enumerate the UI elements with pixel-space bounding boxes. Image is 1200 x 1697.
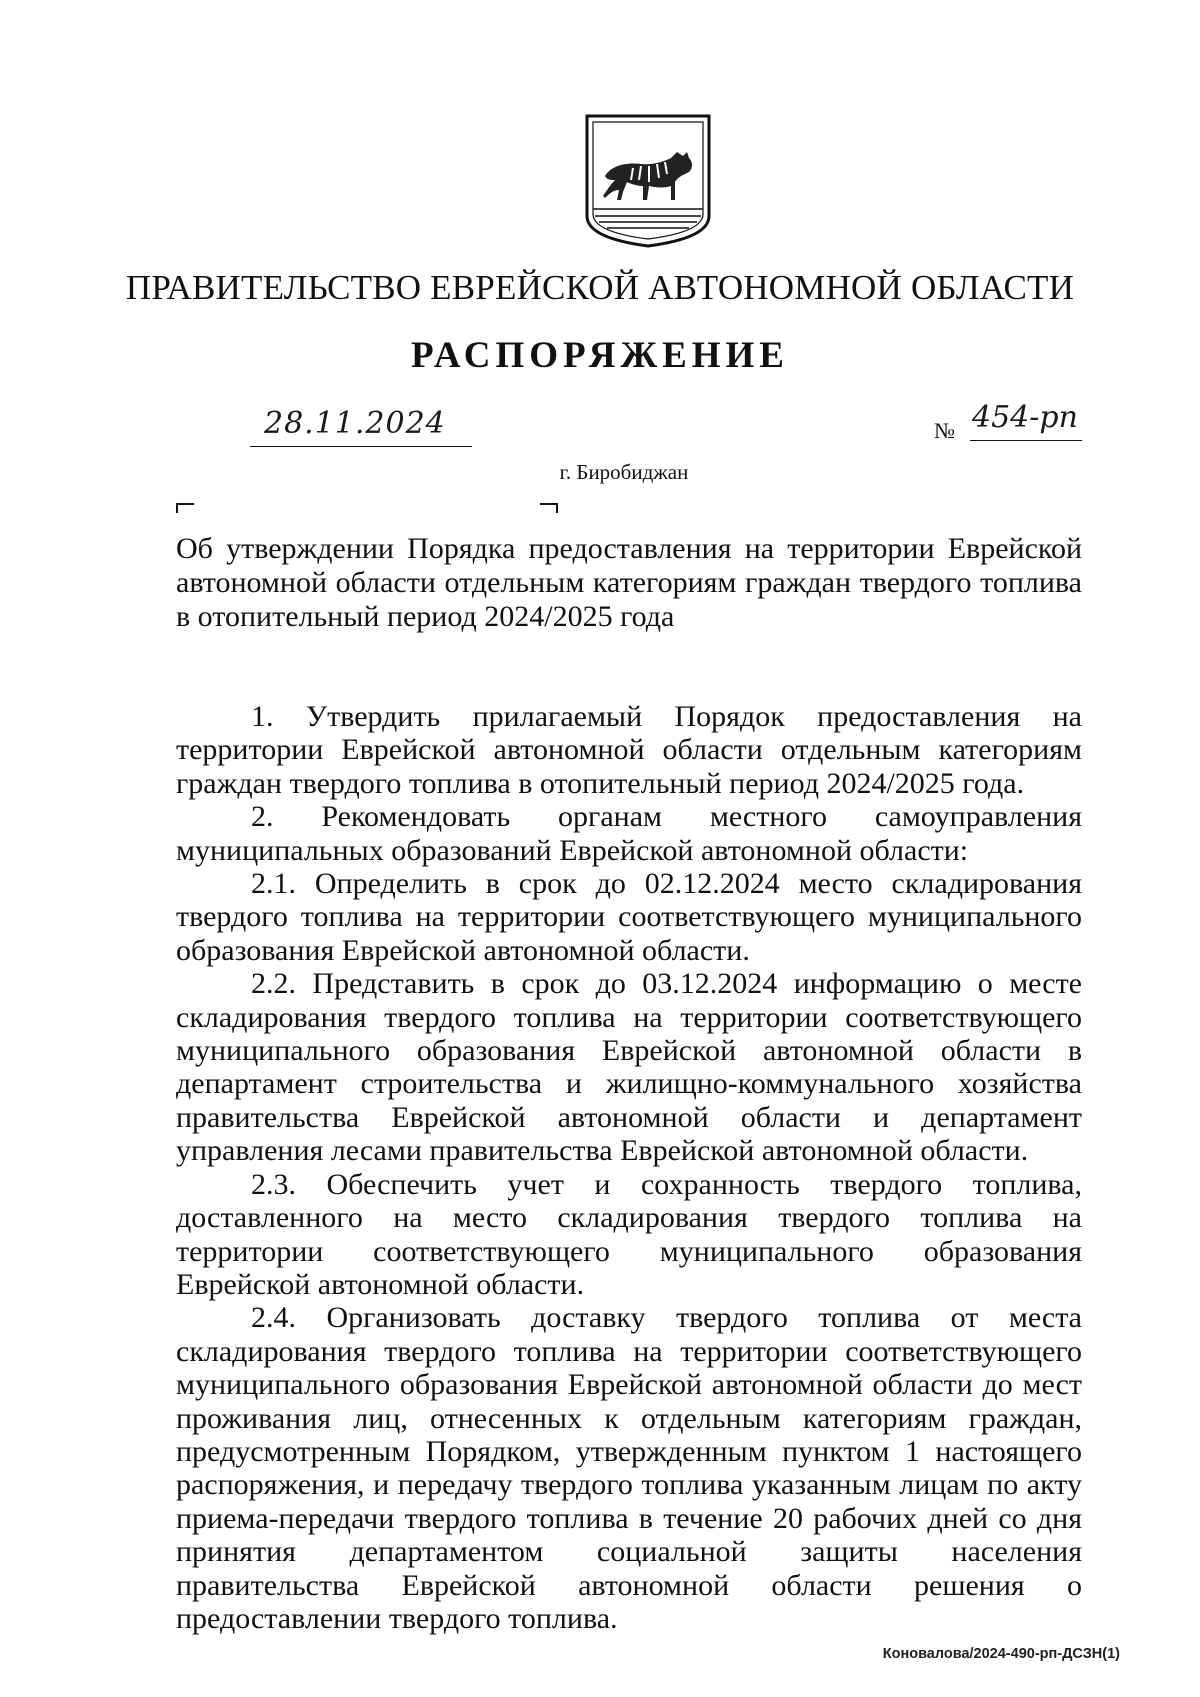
date-field: [250, 404, 472, 447]
handwritten-document-number: 454-рп: [972, 400, 1078, 435]
paragraph-2-4: 2.4. Организовать доставку твердого топлива от места складирования твердого топлива на территории соответствующего муниципального образования Еврейской автономной области до мест проживания лиц, отнесенных к отдельным категориям граждан, предусмотренным Порядком, утвержденным пунктом 1 настоящего распоряжения, и передачу твердого топлива указанным лицам по акту приема-передачи твердого топлива в течение 20 рабочих дней со дня принятия департаментом социальной защиты населения правительства Еврейской автономной области решения о предоставлении твердого топлива.: [176, 1301, 1082, 1635]
paragraph-1: 1. Утвердить прилагаемый Порядок предоставления на территории Еврейской автономной области отдельным категориям граждан твердого топлива в отопительный период 2024/2025 года.: [176, 700, 1082, 800]
number-sign: №: [934, 418, 955, 443]
paragraph-2-2: 2.2. Представить в срок до 03.12.2024 информацию о месте складирования твердого топлива на территории соответствующего муниципального образования Еврейской автономной области в департамент строительства и жилищно-коммунального хозяйства правительства Еврейской автономной области и департамент управления лесами правительства Еврейской автономной области.: [176, 967, 1082, 1168]
paragraph-2-1: 2.1. Определить в срок до 02.12.2024 место складирования твердого топлива на территории соответствующего муниципального образования Еврейской автономной области.: [176, 867, 1082, 967]
paragraph-2-3: 2.3. Обеспечить учет и сохранность твердого топлива, доставленного на место складирования твердого топлива на территории соответствующего муниципального образования Еврейской автономной области.: [176, 1167, 1082, 1301]
document-number-field: [970, 400, 1082, 441]
city: г. Биробиджан: [559, 460, 689, 484]
subject-corner-left: [176, 503, 194, 513]
document-type-title: РАСПОРЯЖЕНИЕ: [410, 335, 789, 376]
government-title: ПРАВИТЕЛЬСТВО ЕВРЕЙСКОЙ АВТОНОМНОЙ ОБЛАСТИ: [125, 268, 1075, 307]
document-subject: Об утверждении Порядка предоставления на территории Еврейской автономной области отдельным категориям граждан твердого топлива в отопительный период 2024/2025 года: [176, 532, 1082, 633]
subject-corner-right: [540, 503, 558, 513]
tiger-coat-of-arms-icon: [583, 112, 713, 250]
document-footer-code: Коновалова/2024-490-рп-ДСЗН(1): [882, 1646, 1120, 1662]
handwritten-date: 28.11.2024: [264, 406, 446, 441]
paragraph-2: 2. Рекомендовать органам местного самоуправления муниципальных образований Еврейской автономной области:: [176, 800, 1082, 867]
document-body: [176, 700, 1082, 1635]
